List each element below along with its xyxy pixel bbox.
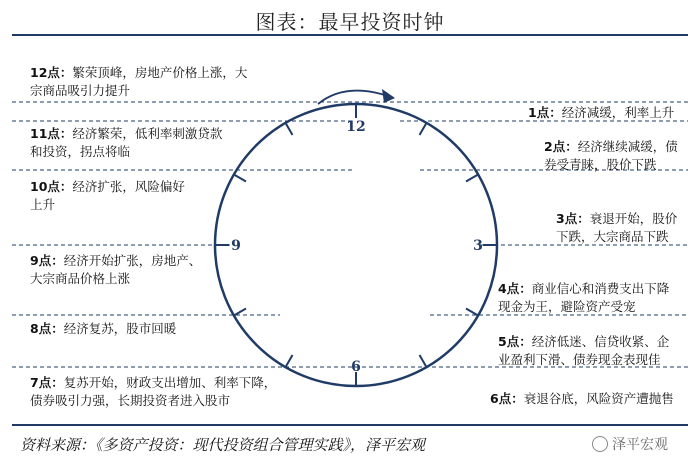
label-line: 上升 xyxy=(30,197,56,212)
label-3-oclock xyxy=(556,210,677,246)
label-2-oclock xyxy=(544,138,678,174)
label-line: 商业信心和消费支出下降 xyxy=(531,281,670,296)
label-8-oclock xyxy=(30,320,176,338)
label-line: 经济减缓，利率上升 xyxy=(561,105,675,120)
label-line: 复苏开始，财政支出增加、利率下降， xyxy=(63,375,277,390)
label-key: 2点： xyxy=(544,139,578,154)
tick-7 xyxy=(286,355,293,367)
clock-number-12: 12 xyxy=(346,119,366,135)
label-line: 券受青睐，股价下跌 xyxy=(544,157,657,172)
label-key: 7点： xyxy=(30,375,64,390)
label-line: 债券吸引力强，长期投资者进入股市 xyxy=(30,393,231,408)
label-9-oclock xyxy=(30,252,201,288)
bottom-rule xyxy=(12,424,688,426)
tick-4 xyxy=(466,309,478,316)
label-line: 经济低迷、信贷收紧、企 xyxy=(531,334,670,349)
tick-11 xyxy=(286,123,293,135)
label-line: 和投资，拐点将临 xyxy=(30,144,131,159)
arrow-head-icon xyxy=(382,89,395,103)
label-line: 繁荣顶峰，房地产价格上涨，大 xyxy=(72,65,248,80)
clock-ring xyxy=(215,104,497,386)
label-12-oclock xyxy=(30,64,247,100)
label-line: 宗商品吸引力提升 xyxy=(30,83,131,98)
clock-number-6: 6 xyxy=(351,359,361,375)
label-1-oclock xyxy=(528,104,674,122)
label-key: 10点： xyxy=(30,179,73,194)
label-line: 业盈利下滑、债券现金表现佳 xyxy=(498,352,661,367)
wechat-icon xyxy=(592,436,608,452)
tick-2 xyxy=(466,175,478,182)
source-note: 资料来源：《多资产投资：现代投资组合管理实践》，泽平宏观 xyxy=(20,436,426,454)
watermark-logo xyxy=(592,434,668,454)
tick-5 xyxy=(420,355,427,367)
tick-8 xyxy=(234,309,246,316)
label-10-oclock xyxy=(30,178,185,214)
label-key: 6点： xyxy=(490,391,524,406)
label-key: 1点： xyxy=(528,105,562,120)
tick-10 xyxy=(234,175,246,182)
label-line: 经济复苏，股市回暖 xyxy=(63,321,177,336)
label-line: 大宗商品价格上涨 xyxy=(30,271,131,286)
clock-number-9: 9 xyxy=(231,238,241,254)
label-line: 下跌，大宗商品下跌 xyxy=(556,229,669,244)
label-4-oclock xyxy=(498,280,700,316)
label-11-oclock xyxy=(30,125,222,161)
tick-1 xyxy=(420,123,427,135)
watermark-text: 泽平宏观 xyxy=(612,437,668,453)
label-5-oclock xyxy=(498,333,700,369)
label-key: 5点： xyxy=(498,334,532,349)
label-key: 11点： xyxy=(30,126,73,141)
label-line: 经济开始扩张，房地产、 xyxy=(63,253,202,268)
label-line: 经济繁荣，低利率刺激贷款 xyxy=(72,126,223,141)
label-key: 9点： xyxy=(30,253,64,268)
label-key: 12点： xyxy=(30,65,73,80)
hour-ticks xyxy=(215,104,497,386)
label-line: 经济继续减缓，债 xyxy=(577,139,678,154)
label-line: 经济扩张，风险偏好 xyxy=(72,179,185,194)
label-6-oclock xyxy=(490,390,700,408)
chart-title: 图表：最早投资时钟 xyxy=(255,10,445,34)
label-7-oclock xyxy=(30,374,276,410)
label-line: 衰退开始，股价 xyxy=(589,211,678,226)
label-line: 现金为王，避险资产受宠 xyxy=(498,299,636,314)
label-key: 8点： xyxy=(30,321,64,336)
label-key: 4点： xyxy=(498,281,532,296)
label-key: 3点： xyxy=(556,211,590,226)
label-line: 衰退谷底，风险资产遭抛售 xyxy=(523,391,674,406)
clock-number-3: 3 xyxy=(473,238,483,254)
